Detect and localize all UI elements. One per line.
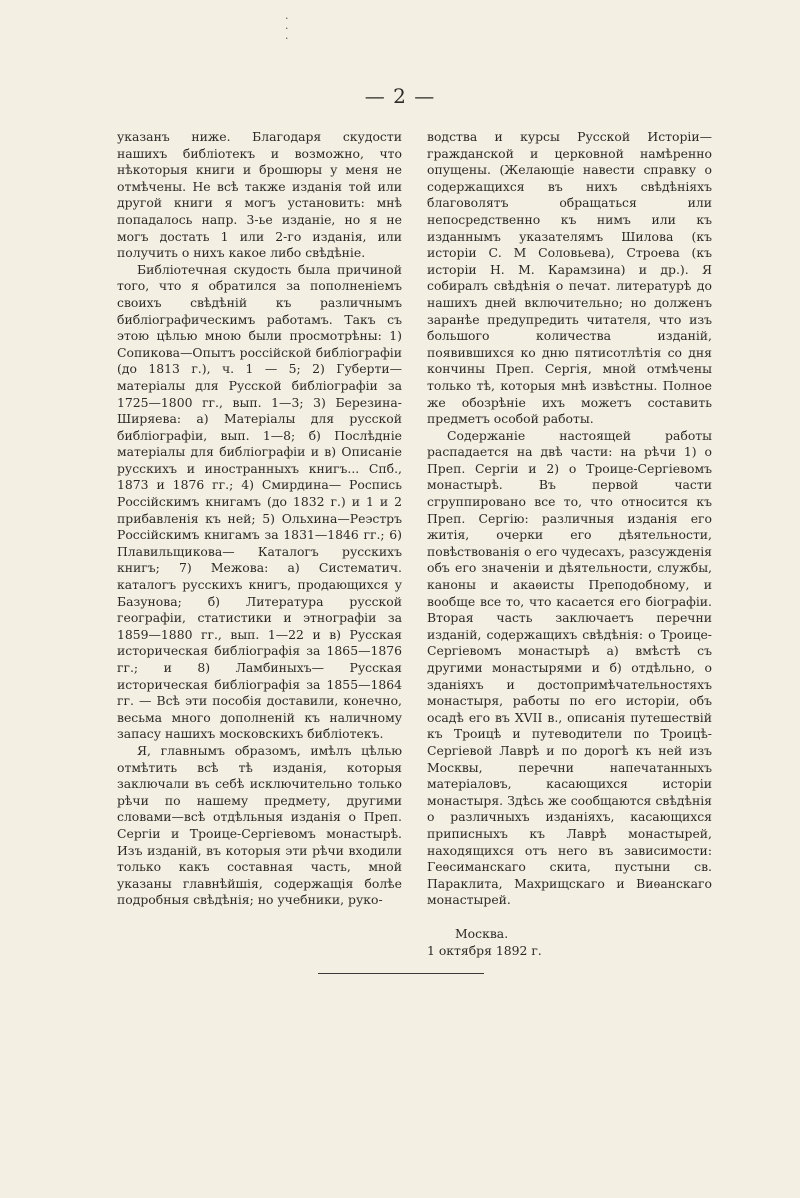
left-paragraph-1: указанъ ниже. Благодаря скудости нашихъ библіотекъ и возможно, что нѣкоторыя книги и брошюры у меня не отмѣчены. Не всѣ также изданія той или другой книги я могъ установить: мнѣ попадалось напр. 3-ье изданіе, но я не могъ достать 1 или 2-го изданія, или получить о нихъ какое либо свѣдѣніе.	[117, 129, 402, 261]
signature-block	[427, 925, 712, 959]
footer-rule	[318, 973, 484, 974]
signature-city: Москва.	[455, 925, 509, 941]
right-column	[427, 129, 712, 959]
top-margin-marks: · · ·	[285, 12, 289, 45]
right-paragraph-1: водства и курсы Русской Исторіи—гражданской и церковной намѣренно опущены. (Желающіе навести справку о содержащихся въ нихъ свѣдѣніяхъ благоволятъ обращаться или непосредственно къ нимъ или къ изданнымъ указателямъ Шилова (къ исторіи С. М Соловьева), Строева (къ исторіи Н. М. Карамзина) и др.). Я собиралъ свѣдѣнія о печат. литературѣ до нашихъ дней включительно; но долженъ заранѣе предупредить читателя, что изъ большого количества изданій, появившихся ко дню пятисотлѣтія со дня кончины Преп. Сергія, мной отмѣчены только тѣ, которыя мнѣ извѣстны. Полное же обозрѣніе ихъ можетъ составить предметъ особой работы.	[427, 129, 712, 427]
signature-date: 1 октября 1892 г.	[427, 942, 542, 958]
left-paragraph-2: Библіотечная скудость была причиной того, что я обратился за пополненіемъ своихъ свѣдѣній къ различнымъ библіографическимъ работамъ. Такъ съ этою цѣлью мною были просмотрѣны: 1) Сопикова—Опытъ россійской библіографіи (до 1813 г.), ч. 1 — 5; 2) Губерти— матеріалы для Русской библіографіи за 1725—1800 гг., вып. 1—3; 3) Березина-Ширяева: а) Матеріалы для русской библіографіи, вып. 1—8; б) Послѣдніе матеріалы для библіографіи и в) Описаніе русскихъ и иностранныхъ книгъ... Спб., 1873 и 1876 гг.; 4) Смирдина— Роспись Россійскимъ книгамъ (до 1832 г.) и 1 и 2 прибавленія къ ней; 5) Ольхина—Реэстръ Россійскимъ книгамъ за 1831—1846 гг.; 6) Плавильщикова— Каталогъ русскихъ книгъ; 7) Межова: а) Систематич. каталогъ русскихъ книгъ, продающихся у Базунова; б) Литература русской географіи, статистики и этнографіи за 1859—1880 гг., вып. 1—22 и в) Русская историческая библіографія за 1865—1876 гг.; и 8) Ламбиныхъ— Русская историческая библіографія за 1855—1864 гг. — Всѣ эти пособія доставили, конечно, весьма много дополненій къ наличному запасу нашихъ московскихъ библіотекъ.	[117, 261, 402, 742]
page-number: — 2 —	[364, 84, 436, 108]
left-column	[117, 129, 402, 909]
left-paragraph-3: Я, главнымъ образомъ, имѣлъ цѣлью отмѣтить всѣ тѣ изданія, которыя заключали въ себѣ исключительно только рѣчи по нашему предмету, другими словами—всѣ отдѣльныя изданія о Преп. Сергіи и Троице-Сергіевомъ монастырѣ. Изъ изданій, въ которыя эти рѣчи входили только какъ составная часть, мной указаны главнѣйшія, содержащія болѣе подробныя свѣдѣнія; но учебники, руко-	[117, 742, 402, 908]
right-paragraph-2: Содержаніе настоящей работы распадается на двѣ части: на рѣчи 1) о Преп. Сергіи и 2) о Троице-Сергіевомъ монастырѣ. Въ первой части сгруппировано все то, что относится къ Преп. Сергію: различныя изданія его житія, очерки его дѣятельности, повѣствованія о его чудесахъ, разсужденія объ его значеніи и дѣятельности, службы, каноны и акаѳисты Преподобному, и вообще все то, что касается его біографіи. Вторая часть заключаетъ перечни изданій, содержащихъ свѣдѣнія: о Троице-Сергіевомъ монастырѣ а) вмѣстѣ съ другими монастырями и б) отдѣльно, о зданіяхъ и достопримѣчательностяхъ монастыря, работы по его исторіи, объ осадѣ его въ XVII в., описанія путешествій къ Троицѣ и путеводители по Троицѣ-Сергіевой Лаврѣ и по дорогѣ къ ней изъ Москвы, перечни напечатанныхъ матеріаловъ, касающихся исторіи монастыря. Здѣсь же сообщаются свѣдѣнія о различныхъ изданіяхъ, касающихся приписныхъ къ Лаврѣ монастырей, находящихся отъ него въ зависимости: Геѳсиманскаго скита, пустыни св. Параклита, Махрищскаго и Виѳанскаго монастырей.	[427, 427, 712, 908]
